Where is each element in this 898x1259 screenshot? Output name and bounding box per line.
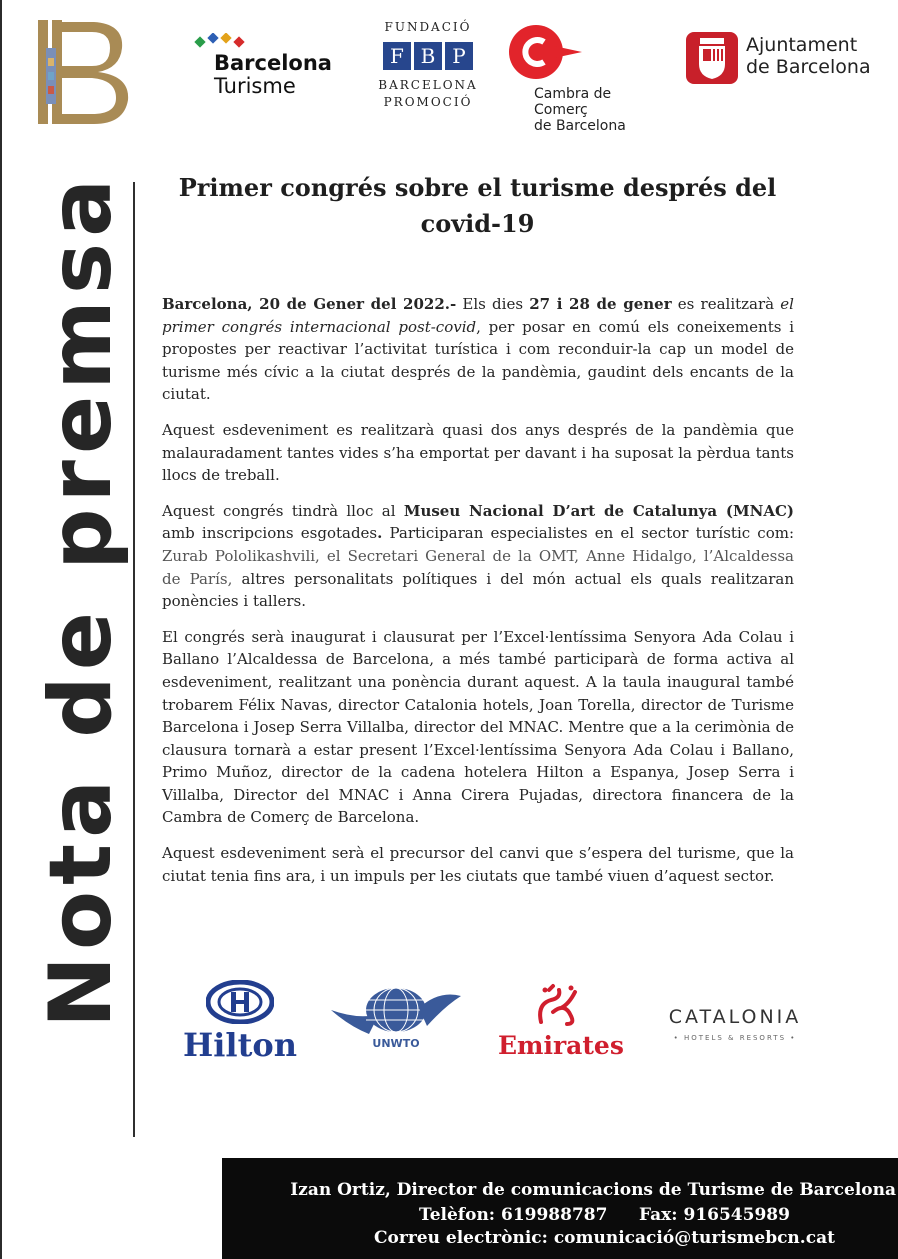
hilton-emblem-icon [206,980,274,1024]
unwto-wordmark: UNWTO [372,1037,420,1050]
catalonia-subtitle: • HOTELS & RESORTS • [673,1034,797,1042]
fbp-letter-boxes [378,42,478,70]
header-logos [0,0,898,134]
cambra-comerc-logo [508,24,668,134]
unwto-globe-icon [329,986,463,1038]
fbp-letter-p: P [445,42,473,70]
press-release-body [162,293,794,900]
ajuntament-line2: de Barcelona [746,56,871,78]
catalonia-logo [660,1006,810,1042]
p1-italic: el primer congrés internacional post-covid [162,295,794,336]
cambra-line1: Cambra de Comerç [534,86,612,118]
paragraph-5: Aquest esdeveniment serà el precursor del canvi que s’espera del turisme, que la ciutat tenia fins ara, i un impuls per les ciutats que també viuen d’aquest sector. [162,844,794,885]
ajuntament-line1: Ajuntament [746,34,858,56]
footer-phone: Telèfon: 619988787 [419,1205,608,1225]
fundacio-label: FUNDACIÓ [384,20,472,34]
fbp-letter-b: B [414,42,442,70]
cambra-c-icon [508,24,584,80]
p3-period: . [377,524,383,543]
emirates-logo [498,982,624,1060]
side-label-nota-de-premsa: Nota de premsa [31,172,131,1028]
p3-text-4: altres personalitats polítiques i del món actual els quals realitzaran ponències i tallers. [162,569,794,611]
p1-text-1: Els dies [456,295,530,313]
p3-venue: Museu Nacional D’art de Catalunya (MNAC) [403,501,794,520]
dateline: Barcelona, 20 de Gener del 2022.- [162,295,457,313]
paragraph-1 [162,293,794,406]
barcelona-turisme-line2: Turisme [214,74,296,98]
paragraph-2: Aquest esdeveniment es realitzarà quasi dos anys després de la pandèmia que malauradament tantes vides s’ha emportat per davant i ha suposat la pèrdua tants llocs de treball. [162,420,794,485]
fbp-letter-f: F [383,42,411,70]
fbp-barcelona-label: BARCELONA [378,78,478,92]
footer-email: Correu electrònic: comunicació@turismebcn.cat [374,1228,835,1248]
hilton-wordmark: Hilton [183,1026,297,1064]
sponsor-logos [0,980,898,1064]
footer-contact-name: Izan Ortiz, Director de comunicacions de Turisme de Barcelona [290,1180,896,1200]
emirates-wordmark: Emirates [498,1031,624,1060]
fundacio-fbp-logo [378,20,478,109]
p3-text-2: amb inscripcions esgotades [162,524,378,543]
cambra-line2: de Barcelona [534,118,626,134]
page-left-border [0,0,2,1259]
p1-dates: 27 i 28 de gener [529,295,672,313]
p1-text-2: es realitzarà [671,295,781,313]
b-emblem-logo [36,18,134,128]
ajuntament-shield-icon [686,32,738,84]
press-release-title: Primer congrés sobre el turisme després del covid-19 [178,173,777,238]
p3-text-3: Participaran especialistes en el sector turístic com: [382,524,795,543]
barcelona-turisme-logo [190,33,330,97]
p3-speakers: Zurab Pololikashvili, el Secretari General de la OMT, Anne Hidalgo, l’Alcaldessa de París, [162,546,794,588]
catalonia-wordmark: CATALONIA [668,1006,802,1028]
unwto-logo [326,986,466,1050]
p3-text-1: Aquest congrés tindrà lloc al [162,501,404,520]
footer-fax: Fax: 916545989 [639,1205,790,1225]
hilton-logo [180,980,300,1062]
p1-text-3: , per posar en comú els coneixements i propostes per reactivar l’activitat turística i com reconduir-la cap un model de turisme més cívic a la ciutat després de la pandèmia, gaudint dels encants de la ciutat. [162,317,794,404]
paragraph-4: El congrés serà inaugurat i clausurat per l’Excel·lentíssima Senyora Ada Colau i Ballano l’Alcaldessa de Barcelona, a més també participarà de forma activa al esdeveniment, realitzant una ponència durant aquest. A la taula inaugural també trobarem Félix Navas, director Catalonia hotels, Joan Torella, director de Turisme Barcelona i Josep Serra Villalba, director del MNAC. Mentre que a la cerimònia de clausura tornarà a estar present l’Excel·lentíssima Senyora Ada Colau i Ballano, Primo Muñoz, director de la cadena hotelera Hilton a Espanya, Josep Serra i Villalba, Director del MNAC i Anna Cirera Pujadas, directora financera de la Cambra de Comerç de Barcelona. [162,627,794,827]
contact-footer [222,1158,898,1259]
barcelona-turisme-line1: Barcelona [214,51,332,75]
paragraph-3 [162,500,794,613]
emirates-calligraphy-icon [531,982,581,1028]
fbp-promocio-label: PROMOCIÓ [383,95,473,109]
diamonds-icon [192,33,252,51]
